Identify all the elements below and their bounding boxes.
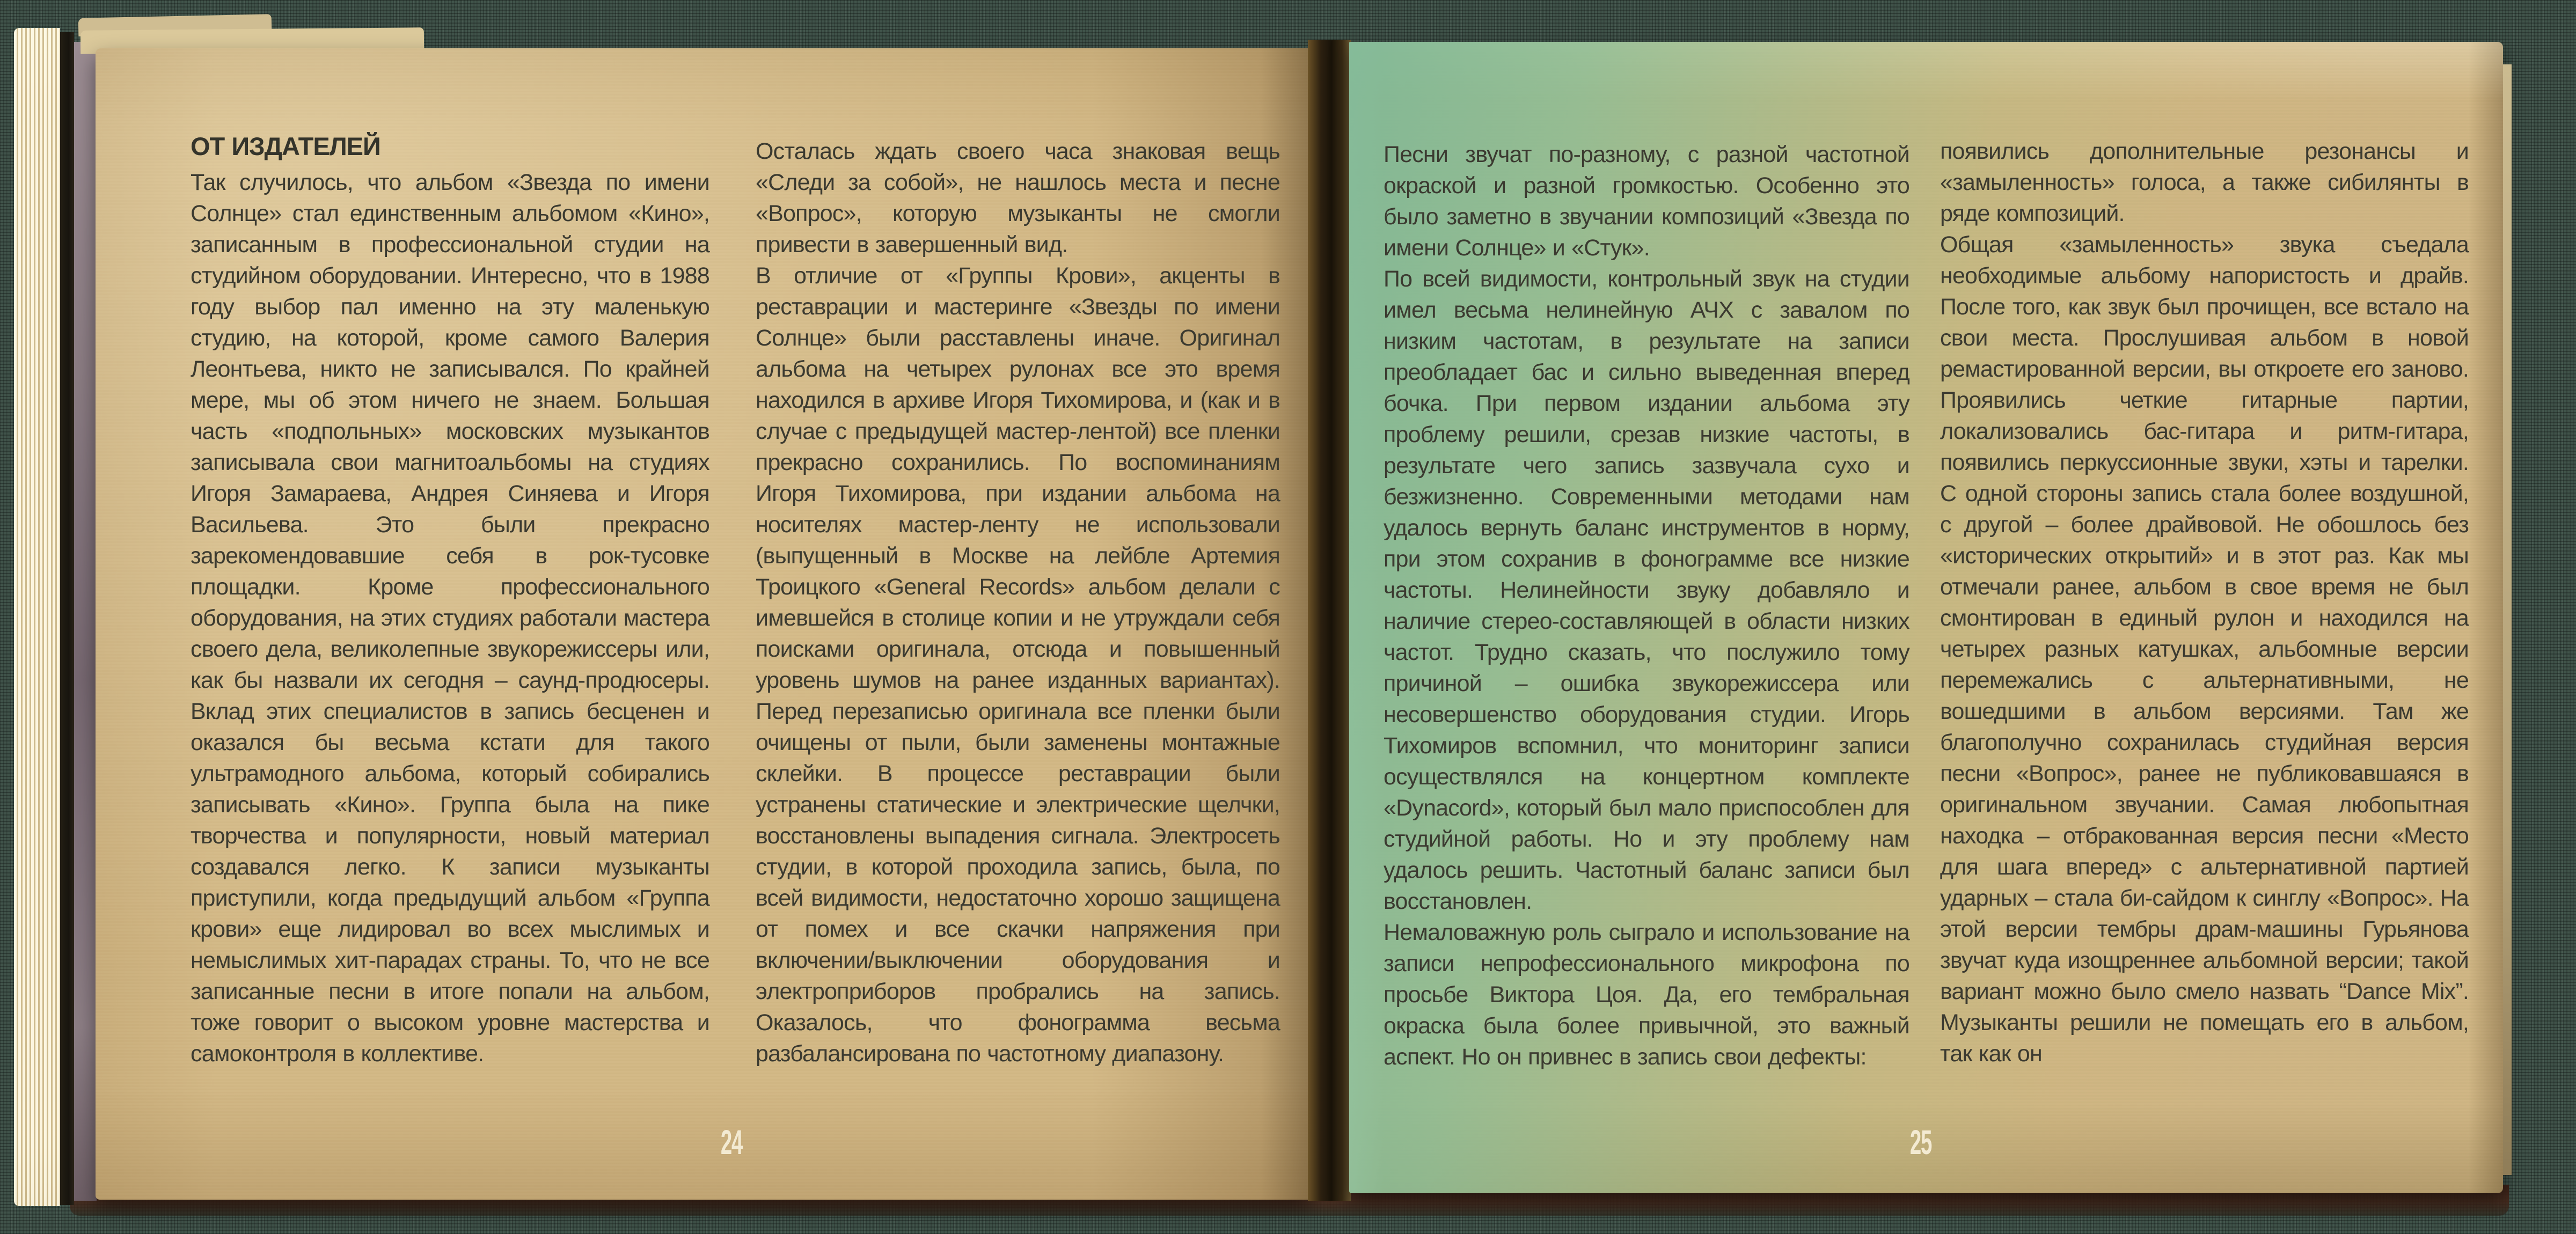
left-page-column-1 <box>191 130 709 1069</box>
paragraph: В отличие от «Группы Крови», акценты в реставрации и мастеринге «Звезды по имени Солнце» были расставлены иначе. Оригинал альбома на четырех рулонах все это время находился в архиве Игоря Тихомирова, и (как и в случае с предыдущей мастер-лентой) все пленки прекрасно сохранились. По воспоминаниям Игоря Тихомирова, при издании альбома на носителях мастер-ленту не использовали (выпущенный в Москве на лейбле Артемия Троицкого «General Records» альбом делали с имевшейся в столице копии и не утруждали себя поисками оригинала, отсюда и повышенный уровень шумов на ранее изданных вариантах). Перед перезаписью оригинала все пленки были очищены от пыли, были заменены монтажные склейки. В процессе реставрации были устранены статические и электрические щелчки, восстановлены выпадения сигнала. Электросеть студии, в которой проходила запись, была, по всей видимости, недостаточно хорошо защищена от помех и все скачки напряжения при включении/выключении оборудования и электроприборов пробрались на запись. Оказалось, что фонограмма весьма разбалансирована по частотному диапазону. <box>756 263 1280 1067</box>
paragraph: Так случилось, что альбом «Звезда по имени Солнце» стал единственным альбомом «Кино», записанным в профессиональной студии на студийном оборудовании. Интересно, что в 1988 году выбор пал именно на эту маленькую студию, на которой, кроме самого Валерия Леонтьева, никто не записывался. По крайней мере, мы об этом ничего не знаем. Большая часть «подпольных» московских музыкантов записывала свои магнитоальбомы на студиях Игоря Замараева, Андрея Синяева и Игоря Васильева. Это были прекрасно зарекомендовавшие себя в рок-тусовке площадки. Кроме профессионального оборудования, на этих студиях работали мастера своего дела, великолепные звукорежиссеры или, как бы назвали их сегодня – саунд-продюсеры. Вклад этих специалистов в запись бесценен и оказался бы весьма кстати для такого ультрамодного альбома, который собирались записывать «Кино». Группа была на пике творчества и популярности, новый материал создавался легко. К записи музыканты приступили, когда предыдущий альбом «Группа крови» еще лидировал во всех мыслимых и немыслимых хит-парадах страны. То, что не все записанные песни в итоге попали на альбом, тоже говорит о высоком уровне мастерства и самоконтроля в коллективе. <box>191 170 709 1067</box>
paragraph: Осталась ждать своего часа знаковая вещь «Следи за собой», не нашлось места и песне «Вопрос», которую музыканты не смогли привести в завершенный вид. <box>756 138 1280 258</box>
page-stack-purple-edge <box>74 42 97 1201</box>
spine-shadow <box>1308 40 1351 1201</box>
paragraph: появились дополнительные резонансы и «замыленность» голоса, а также сибилянты в ряде композиций. <box>1940 138 2469 226</box>
paragraph: По всей видимости, контрольный звук на студии имел весьма нелинейную АЧХ с завалом по низким частотам, в результате на записи преобладает бас и сильно выведенная вперед бочка. При первом издании альбома эту проблему решили, срезав низкие частоты, в результате чего запись зазвучала сухо и безжизненно. Современными методами нам удалось вернуть баланс инструментов в норму, при этом сохранив в фонограмме все низкие частоты. Нелинейности звуку добавляло и наличие стерео-составляющей в области низких частот. Трудно сказать, что послужило тому причиной – ошибка звукорежиссера или несовершенство оборудования студии. Игорь Тихомиров вспомнил, что мониторинг записи осуществлялся на концертном комплекте «Dynacord», который был мало приспособлен для студийной работы. Но и эту проблему нам удалось решить. Частотный баланс записи был восстановлен. <box>1384 266 1909 914</box>
section-heading: ОТ ИЗДАТЕЛЕЙ <box>191 132 380 160</box>
right-page-column-1 <box>1384 139 1909 1073</box>
right-page-column-2 <box>1940 136 2469 1069</box>
page-stack-shadow-gap <box>60 32 74 1205</box>
paragraph: Общая «замыленность» звука съедала необходимые альбому напористость и драйв. После того, как звук был прочищен, все встало на свои места. Прослушивая альбом в новой ремастированной версии, вы откроете его заново. Проявились четкие гитарные партии, локализовались бас-гитара и ритм-гитара, появились перкуссионные звуки, хэты и тарелки. С одной стороны запись стала более воздушной, с другой – более драйвовой. Не обошлось без «исторических открытий» и в этот раз. Как мы отмечали ранее, альбом в свое время не был смонтирован в единый рулон и находился на четырех разных катушках, альбомные версии перемежались с альтернативными, не вошедшими в альбом версиями. Там же благополучно сохранилась студийная версия песни «Вопрос», ранее не публиковавшаяся в оригинальном звучании. Самая любопытная находка – отбракованная версия песни «Место для шага вперед» с альтернативной партией ударных – стала би-сайдом к синглу «Вопрос». На этой версии тембры драм-машины Гурьянова звучат куда изощреннее альбомной версии; такой вариант можно было смело назвать “Dance Mix”. Музыканты решили не помещать его в альбом, так как он <box>1940 232 2469 1067</box>
paragraph: Песни звучат по-разному, с разной частотной окраской и разной громкостью. Особенно это было заметно в звучании композиций «Звезда по имени Солнце» и «Стук». <box>1384 142 1909 261</box>
left-page-column-2 <box>756 136 1280 1069</box>
paragraph: Немаловажную роль сыграло и использование на записи непрофессионального микрофона по просьбе Виктора Цоя. Да, его тембральная окраска была более привычной, это важный аспект. Но он привнес в запись свои дефекты: <box>1384 920 1909 1070</box>
page-stack-edge <box>14 28 60 1206</box>
right-page-edge <box>2503 64 2512 1175</box>
page-number-right: 25 <box>1909 1123 1932 1162</box>
page-number-left: 24 <box>720 1123 743 1162</box>
